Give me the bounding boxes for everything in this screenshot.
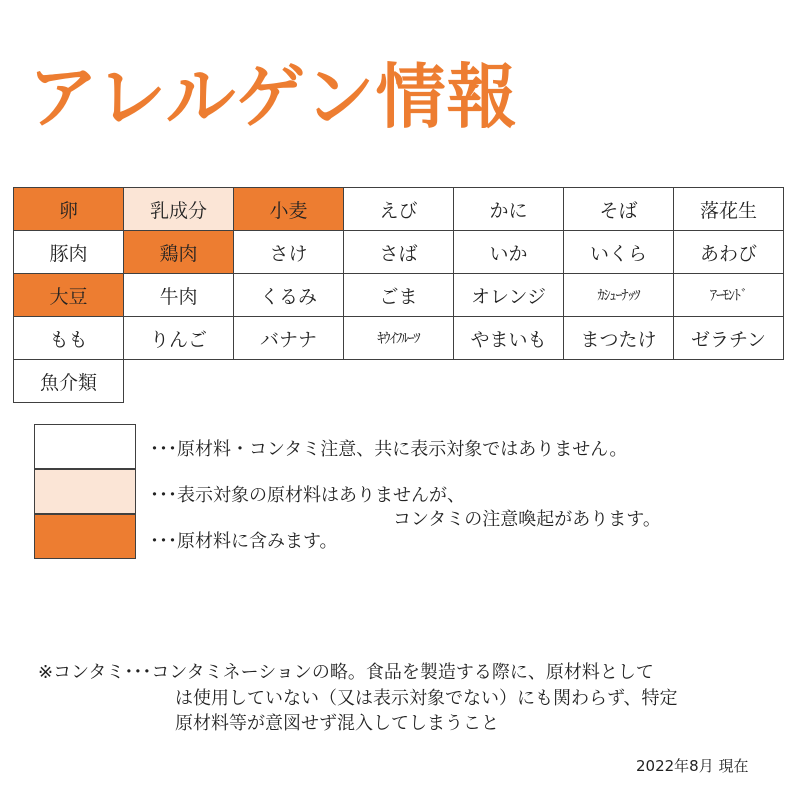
allergen-cell: ごま [344, 274, 454, 317]
allergen-cell: さけ [234, 231, 344, 274]
page-title: アレルゲン情報 [28, 56, 518, 138]
allergen-cell: やまいも [454, 317, 564, 360]
allergen-cell: 卵 [14, 188, 124, 231]
empty-cell [234, 360, 344, 403]
allergen-cell: ｶｼｭｰﾅｯﾂ [564, 274, 674, 317]
allergen-row [14, 188, 784, 231]
empty-cell [454, 360, 564, 403]
empty-cell [344, 360, 454, 403]
empty-cell [564, 360, 674, 403]
allergen-cell: 豚肉 [14, 231, 124, 274]
allergen-cell: 乳成分 [124, 188, 234, 231]
allergen-cell: あわび [674, 231, 784, 274]
as-of-date: 2022年8月 現在 [636, 757, 749, 775]
allergen-cell: いか [454, 231, 564, 274]
legend-swatch-none [34, 424, 136, 469]
allergen-cell: 鶏肉 [124, 231, 234, 274]
allergen-cell: まつたけ [564, 317, 674, 360]
allergen-cell: いくら [564, 231, 674, 274]
allergen-cell: りんご [124, 317, 234, 360]
allergen-row [14, 360, 784, 403]
allergen-cell: ゼラチン [674, 317, 784, 360]
allergen-cell: もも [14, 317, 124, 360]
allergen-table [13, 187, 784, 403]
allergen-cell: 小麦 [234, 188, 344, 231]
contamination-note-line1: ※コンタミ･･･コンタミネーションの略。食品を製造する際に、原材料として [38, 662, 654, 683]
allergen-cell: 落花生 [674, 188, 784, 231]
empty-cell [124, 360, 234, 403]
allergen-cell: 魚介類 [14, 360, 124, 403]
legend-swatch-contains [34, 514, 136, 559]
legend-text-none: ･･･原材料・コンタミ注意、共に表示対象ではありません。 [150, 439, 628, 460]
allergen-row [14, 231, 784, 274]
allergen-cell: ｷｳｲﾌﾙｰﾂ [344, 317, 454, 360]
allergen-cell: えび [344, 188, 454, 231]
allergen-cell: 大豆 [14, 274, 124, 317]
allergen-row [14, 317, 784, 360]
contamination-note-line2: は使用していない（又は表示対象でない）にも関わらず、特定 [175, 688, 678, 709]
contamination-note-line3: 原材料等が意図せず混入してしまうこと [175, 713, 499, 734]
allergen-cell: くるみ [234, 274, 344, 317]
allergen-cell: ｱｰﾓﾝﾄﾞ [674, 274, 784, 317]
legend-text-contamination-line1: ･･･表示対象の原材料はありませんが、 [150, 485, 465, 506]
allergen-cell: オレンジ [454, 274, 564, 317]
allergen-cell: かに [454, 188, 564, 231]
allergen-cell: バナナ [234, 317, 344, 360]
legend-text-contains: ･･･原材料に含みます。 [150, 531, 338, 552]
allergen-cell: 牛肉 [124, 274, 234, 317]
legend-swatch-contamination [34, 469, 136, 514]
allergen-row [14, 274, 784, 317]
empty-cell [674, 360, 784, 403]
allergen-cell: そば [564, 188, 674, 231]
allergen-cell: さば [344, 231, 454, 274]
legend-text-contamination-line2: コンタミの注意喚起があります。 [393, 509, 661, 530]
